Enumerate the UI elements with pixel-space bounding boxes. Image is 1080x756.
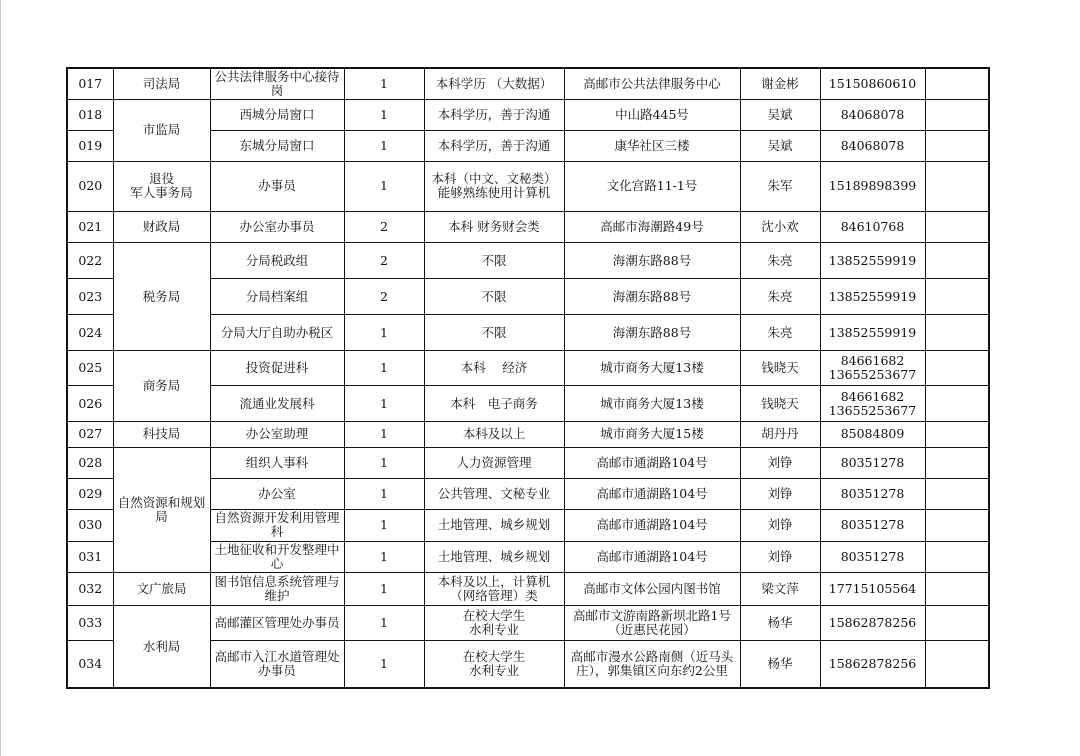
cell-phone: 80351278 (820, 509, 925, 541)
cell-department: 科技局 (113, 421, 210, 447)
cell-requirement: 不限 (424, 243, 564, 279)
cell-department: 税务局 (113, 243, 210, 351)
cell-contact: 刘铮 (740, 447, 820, 478)
cell-contact: 朱亮 (740, 279, 820, 315)
table-row (67, 573, 989, 606)
cell-phone: 84661682 13655253677 (820, 386, 925, 421)
cell-requirement: 本科学历，善于沟通 (424, 99, 564, 130)
cell-number: 026 (67, 386, 113, 421)
cell-position: 办公室 (210, 478, 344, 509)
cell-contact: 梁文萍 (740, 573, 820, 606)
cell-phone: 80351278 (820, 447, 925, 478)
cell-contact: 钱晓天 (740, 351, 820, 386)
cell-note (925, 606, 989, 641)
cell-requirement: 本科及以上，计算机（网络管理）类 (424, 573, 564, 606)
cell-note (925, 243, 989, 279)
cell-phone: 84068078 (820, 99, 925, 130)
cell-address: 高邮市通湖路104号 (564, 541, 740, 572)
cell-headcount: 1 (344, 130, 424, 161)
cell-position: 分局档案组 (210, 279, 344, 315)
cell-address: 城市商务大厦13楼 (564, 351, 740, 386)
cell-address: 高邮市通湖路104号 (564, 509, 740, 541)
cell-requirement: 本科 电子商务 (424, 386, 564, 421)
cell-note (925, 211, 989, 242)
cell-department: 文广旅局 (113, 573, 210, 606)
cell-position: 分局税政组 (210, 243, 344, 279)
cell-number: 027 (67, 421, 113, 447)
cell-headcount: 1 (344, 447, 424, 478)
cell-headcount: 2 (344, 211, 424, 242)
cell-requirement: 本科学历 （大数据） (424, 68, 564, 99)
cell-phone: 85084809 (820, 421, 925, 447)
table-row (67, 447, 989, 478)
cell-department: 退役 军人事务局 (113, 161, 210, 211)
cell-requirement: 本科（中文、文秘类） 能够熟练使用计算机 (424, 161, 564, 211)
cell-number: 018 (67, 99, 113, 130)
cell-requirement: 本科及以上 (424, 421, 564, 447)
cell-address: 高邮市海潮路49号 (564, 211, 740, 242)
cell-contact: 吴斌 (740, 99, 820, 130)
cell-headcount: 1 (344, 573, 424, 606)
table-row (67, 211, 989, 242)
cell-note (925, 351, 989, 386)
table-row (67, 161, 989, 211)
cell-number: 024 (67, 315, 113, 351)
cell-phone: 13852559919 (820, 315, 925, 351)
cell-position: 自然资源开发利用管理科 (210, 509, 344, 541)
cell-note (925, 99, 989, 130)
cell-requirement: 公共管理、文秘专业 (424, 478, 564, 509)
cell-note (925, 279, 989, 315)
cell-requirement: 本科学历，善于沟通 (424, 130, 564, 161)
table-row (67, 606, 989, 641)
cell-contact: 钱晓天 (740, 386, 820, 421)
cell-headcount: 1 (344, 509, 424, 541)
cell-headcount: 2 (344, 243, 424, 279)
cell-address: 文化宫路11-1号 (564, 161, 740, 211)
cell-headcount: 2 (344, 279, 424, 315)
table-row (67, 68, 989, 99)
cell-department: 市监局 (113, 99, 210, 161)
cell-address: 高邮市通湖路104号 (564, 447, 740, 478)
cell-requirement: 人力资源管理 (424, 447, 564, 478)
cell-note (925, 68, 989, 99)
cell-contact: 朱亮 (740, 243, 820, 279)
table-row (67, 99, 989, 130)
cell-address: 中山路445号 (564, 99, 740, 130)
cell-phone: 80351278 (820, 478, 925, 509)
cell-headcount: 1 (344, 478, 424, 509)
job-posting-table (66, 67, 990, 689)
table-body (67, 68, 989, 688)
cell-requirement: 土地管理、城乡规划 (424, 541, 564, 572)
cell-position: 图书馆信息系统管理与维护 (210, 573, 344, 606)
cell-requirement: 不限 (424, 279, 564, 315)
cell-address: 城市商务大厦13楼 (564, 386, 740, 421)
cell-note (925, 641, 989, 688)
cell-position: 组织人事科 (210, 447, 344, 478)
cell-number: 025 (67, 351, 113, 386)
cell-note (925, 541, 989, 572)
cell-address: 高邮市文游南路新坝北路1号（近惠民花园） (564, 606, 740, 641)
cell-department: 司法局 (113, 68, 210, 99)
cell-number: 023 (67, 279, 113, 315)
cell-number: 030 (67, 509, 113, 541)
cell-position: 高邮市入江水道管理处办事员 (210, 641, 344, 688)
cell-note (925, 386, 989, 421)
cell-note (925, 130, 989, 161)
cell-requirement: 本科 经济 (424, 351, 564, 386)
cell-phone: 13852559919 (820, 243, 925, 279)
cell-headcount: 1 (344, 161, 424, 211)
cell-phone: 15150860610 (820, 68, 925, 99)
cell-contact: 朱亮 (740, 315, 820, 351)
cell-department: 自然资源和规划局 (113, 447, 210, 572)
cell-phone: 17715105564 (820, 573, 925, 606)
cell-contact: 刘铮 (740, 509, 820, 541)
cell-address: 康华社区三楼 (564, 130, 740, 161)
cell-contact: 刘铮 (740, 541, 820, 572)
cell-department: 商务局 (113, 351, 210, 421)
cell-number: 034 (67, 641, 113, 688)
cell-address: 高邮市漫水公路南侧（近马头庄），郭集镇区向东约2公里 (564, 641, 740, 688)
cell-department: 财政局 (113, 211, 210, 242)
cell-headcount: 1 (344, 421, 424, 447)
cell-department: 水利局 (113, 606, 210, 688)
cell-requirement: 在校大学生 水利专业 (424, 641, 564, 688)
cell-phone: 84610768 (820, 211, 925, 242)
cell-position: 办公室办事员 (210, 211, 344, 242)
cell-note (925, 447, 989, 478)
cell-phone: 15862878256 (820, 606, 925, 641)
cell-headcount: 1 (344, 68, 424, 99)
cell-address: 城市商务大厦15楼 (564, 421, 740, 447)
cell-headcount: 1 (344, 386, 424, 421)
cell-phone: 15862878256 (820, 641, 925, 688)
cell-headcount: 1 (344, 99, 424, 130)
cell-phone: 15189898399 (820, 161, 925, 211)
cell-note (925, 573, 989, 606)
cell-position: 土地征收和开发整理中心 (210, 541, 344, 572)
cell-position: 办事员 (210, 161, 344, 211)
cell-headcount: 1 (344, 351, 424, 386)
cell-number: 031 (67, 541, 113, 572)
cell-number: 019 (67, 130, 113, 161)
cell-contact: 刘铮 (740, 478, 820, 509)
cell-headcount: 1 (344, 541, 424, 572)
cell-headcount: 1 (344, 641, 424, 688)
cell-number: 029 (67, 478, 113, 509)
cell-number: 032 (67, 573, 113, 606)
cell-position: 公共法律服务中心接待岗 (210, 68, 344, 99)
cell-number: 020 (67, 161, 113, 211)
cell-requirement: 不限 (424, 315, 564, 351)
cell-note (925, 315, 989, 351)
cell-requirement: 土地管理、城乡规划 (424, 509, 564, 541)
cell-position: 高邮灌区管理处办事员 (210, 606, 344, 641)
cell-number: 028 (67, 447, 113, 478)
cell-position: 办公室助理 (210, 421, 344, 447)
table-row (67, 421, 989, 447)
cell-address: 高邮市文体公园内图书馆 (564, 573, 740, 606)
cell-phone: 84661682 13655253677 (820, 351, 925, 386)
cell-requirement: 在校大学生 水利专业 (424, 606, 564, 641)
cell-contact: 胡丹丹 (740, 421, 820, 447)
cell-contact: 吴斌 (740, 130, 820, 161)
cell-number: 021 (67, 211, 113, 242)
cell-contact: 朱军 (740, 161, 820, 211)
cell-position: 投资促进科 (210, 351, 344, 386)
cell-headcount: 1 (344, 606, 424, 641)
cell-phone: 84068078 (820, 130, 925, 161)
cell-contact: 沈小欢 (740, 211, 820, 242)
cell-note (925, 509, 989, 541)
cell-phone: 80351278 (820, 541, 925, 572)
cell-note (925, 478, 989, 509)
cell-note (925, 421, 989, 447)
cell-address: 高邮市公共法律服务中心 (564, 68, 740, 99)
cell-position: 流通业发展科 (210, 386, 344, 421)
cell-position: 西城分局窗口 (210, 99, 344, 130)
cell-contact: 杨华 (740, 606, 820, 641)
cell-contact: 杨华 (740, 641, 820, 688)
cell-address: 海潮东路88号 (564, 243, 740, 279)
cell-headcount: 1 (344, 315, 424, 351)
cell-number: 033 (67, 606, 113, 641)
table-row (67, 243, 989, 279)
cell-number: 017 (67, 68, 113, 99)
cell-contact: 谢金彬 (740, 68, 820, 99)
cell-position: 东城分局窗口 (210, 130, 344, 161)
cell-requirement: 本科 财务财会类 (424, 211, 564, 242)
cell-note (925, 161, 989, 211)
cell-address: 海潮东路88号 (564, 279, 740, 315)
cell-address: 高邮市通湖路104号 (564, 478, 740, 509)
cell-position: 分局大厅自助办税区 (210, 315, 344, 351)
table-row (67, 351, 989, 386)
cell-number: 022 (67, 243, 113, 279)
cell-phone: 13852559919 (820, 279, 925, 315)
cell-address: 海潮东路88号 (564, 315, 740, 351)
